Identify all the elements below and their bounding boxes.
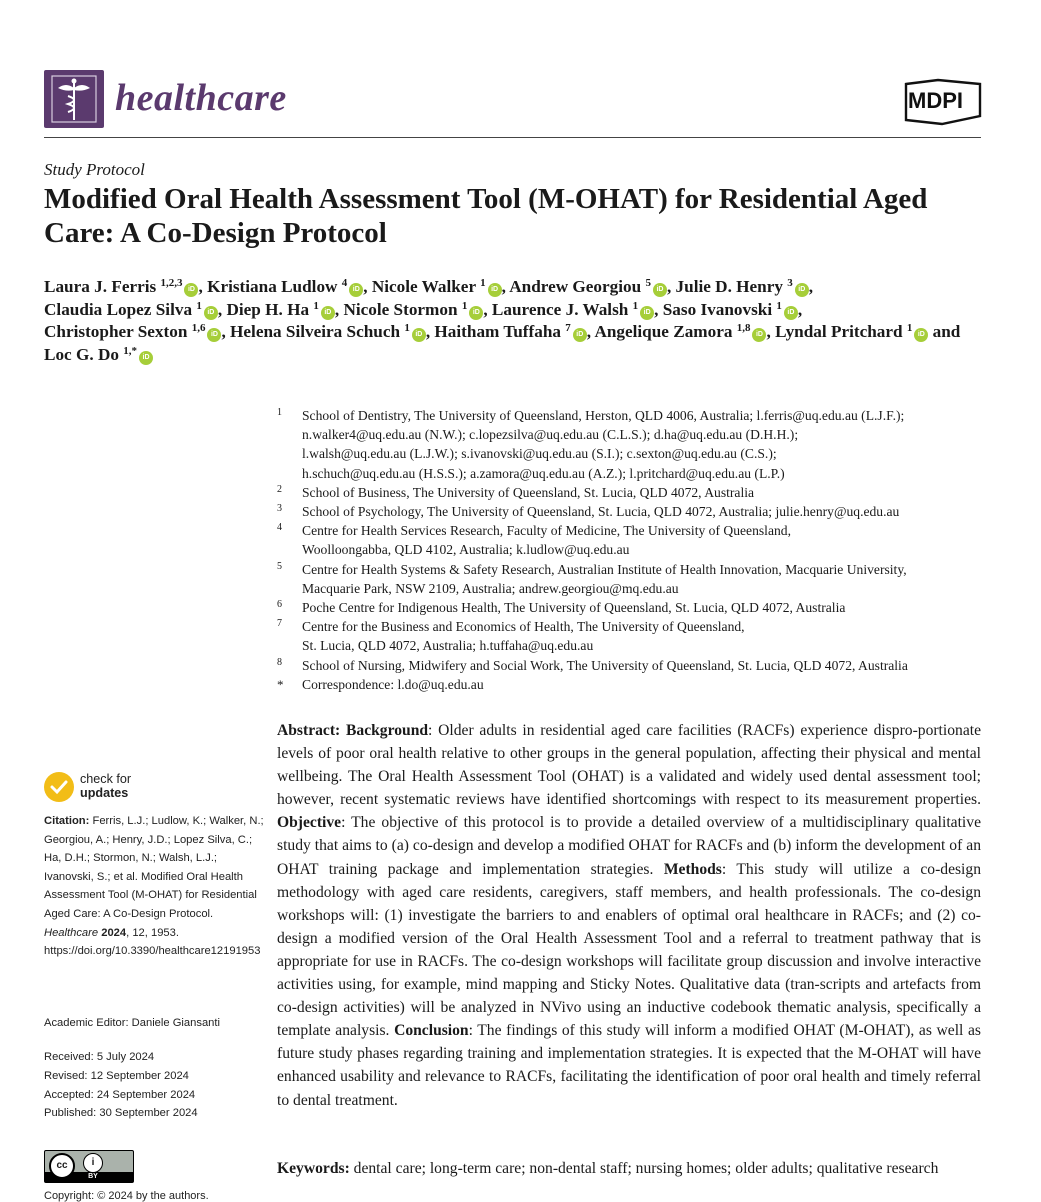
orcid-icon[interactable]: iD [412, 328, 426, 342]
cc-icon: cc [49, 1153, 75, 1179]
abstract-text: : Older adults in residential aged care facilities (RACFs) experience dispro-portionate levels of poor oral health relative to other groups in the general population, affecting their physical and mental wellbeing. The Oral Health Assessment Tool (OHAT) is a validated and widely used dental assessment tool; however, recent systematic reviews have identified shortcomings with respect to its measurement properties. [277, 722, 981, 809]
author [44, 277, 203, 296]
affiliations [274, 406, 994, 694]
citation-label: Citation: [44, 815, 90, 827]
author-name: Saso Ivanovski [662, 299, 773, 319]
keywords-text: dental care; long-term care; non-dental staff; nursing homes; older adults; qualitative research [349, 1160, 939, 1177]
author [372, 277, 506, 296]
affiliation-line: l.walsh@uq.edu.au (L.J.W.); s.ivanovski@uq.edu.au (S.I.); c.sexton@uq.edu.au (C.S.); [302, 446, 777, 462]
author-separator: , [797, 299, 803, 319]
author [44, 300, 222, 319]
date-line: Revised: 12 September 2024 [44, 1069, 189, 1082]
author-separator: , [766, 322, 771, 342]
copyright: Copyright: © 2024 by the authors. [44, 1190, 209, 1202]
abstract-heading: Objective [277, 814, 342, 832]
affiliation-item [274, 521, 994, 559]
author-separator: , [654, 299, 659, 319]
check-updates-icon [44, 772, 74, 802]
author-separator: , [501, 277, 506, 296]
orcid-icon[interactable]: iD [207, 328, 221, 342]
author-affiliation-ref: 1 [196, 299, 202, 312]
author [44, 345, 153, 364]
affiliation-line: School of Business, The University of Queensland, St. Lucia, QLD 4072, Australia [302, 484, 755, 500]
author-name: Claudia Lopez Silva [44, 299, 193, 319]
affiliation-number: 1 [277, 407, 282, 418]
affiliation-line: School of Dentistry, The University of Queensland, Herston, QLD 4006, Australia; l.ferris@uq.edu.au (L.J.F.); [302, 408, 905, 423]
citation-journal: Healthcare [44, 926, 99, 939]
affiliation-line: Poche Centre for Indigenous Health, The University of Queensland, St. Lucia, QLD 4072, Australia [302, 600, 846, 616]
author-separator: , [334, 299, 340, 319]
orcid-icon[interactable]: iD [795, 283, 809, 297]
check-updates-line2: updates [80, 786, 129, 800]
author-affiliation-ref: 1 [480, 277, 486, 289]
author-separator: , [198, 277, 203, 296]
author-affiliation-ref: 1,8 [736, 322, 751, 335]
affiliation-item [274, 502, 994, 521]
orcid-icon[interactable]: iD [653, 283, 667, 297]
author-name: Laura J. Ferris [44, 277, 157, 296]
affiliation-line: Woolloongabba, QLD 4102, Australia; k.ludlow@uq.edu.au [302, 542, 630, 558]
orcid-icon[interactable]: iD [184, 283, 198, 297]
orcid-icon[interactable]: iD [204, 306, 218, 320]
affiliation-line: Centre for the Business and Economics of Health, The University of Queensland, [302, 619, 745, 635]
author-separator: , [666, 277, 672, 296]
date-line: Received: 5 July 2024 [44, 1051, 155, 1063]
keywords-label: Keywords: [277, 1160, 350, 1177]
date-line: Published: 30 September 2024 [44, 1107, 198, 1120]
date-line: Accepted: 24 September 2024 [44, 1088, 196, 1101]
author [343, 300, 487, 319]
mdpi-logo [900, 78, 984, 126]
affiliation-line: St. Lucia, QLD 4072, Australia; h.tuffaha@uq.edu.au [302, 638, 594, 654]
author-affiliation-ref: 1 [313, 299, 319, 312]
abstract [277, 719, 981, 1112]
abstract-text: : The findings of this study will inform a modified OHAT (M-OHAT), as well as future study phases regarding training and implementation strategies. It is expected that the M-OHAT will have enhanced usability and relevance to RACFs, facilitating the identification of poor oral health and timely referral to dental treatment. [277, 1022, 982, 1109]
author-name: Loc G. Do [44, 344, 119, 364]
author-name: Andrew Georgiou [509, 277, 642, 296]
author-name: Angelique Zamora [594, 322, 733, 342]
author [226, 300, 339, 319]
orcid-icon[interactable]: iD [914, 328, 928, 342]
author-name: Haitham Tuffaha [434, 322, 561, 342]
author-affiliation-ref: 5 [645, 277, 651, 289]
affiliation-number: 7 [277, 618, 282, 630]
journal-logo-icon [44, 70, 104, 128]
author-affiliation-ref: 1,6 [191, 322, 206, 335]
orcid-icon[interactable]: iD [349, 283, 363, 297]
check-for-updates-button[interactable] [44, 770, 164, 806]
author-name: Diep H. Ha [226, 299, 310, 319]
citation [44, 812, 264, 961]
author [230, 322, 430, 341]
publication-dates [44, 1048, 264, 1123]
affiliation-line: Centre for Health Systems & Safety Research, Australian Institute of Health Innovation, Macquarie University, [302, 561, 907, 577]
orcid-icon[interactable]: iD [488, 283, 502, 297]
keywords [277, 1157, 981, 1180]
author-separator: , [586, 322, 592, 342]
affiliation-number: 8 [277, 656, 282, 668]
author-affiliation-ref: 7 [565, 322, 571, 335]
affiliation-line: Centre for Health Services Research, Faculty of Medicine, The University of Queensland, [302, 523, 791, 539]
author [775, 322, 960, 341]
affiliation-number: 5 [277, 560, 282, 572]
orcid-icon[interactable]: iD [752, 328, 766, 342]
affiliation-item [274, 406, 994, 483]
affiliation-line: Correspondence: l.do@uq.edu.au [302, 676, 484, 692]
author-name: Laurence J. Walsh [491, 299, 629, 319]
author-affiliation-ref: 1,* [123, 344, 137, 357]
author-separator: , [425, 322, 431, 342]
cc-license-badge[interactable] [44, 1150, 134, 1183]
abstract-heading: Abstract: [277, 722, 341, 739]
affiliation-item [274, 675, 994, 694]
abstract-heading: Background [346, 722, 429, 739]
by-person-icon: i [83, 1153, 103, 1173]
author-separator: , [217, 299, 223, 319]
author [434, 322, 591, 341]
author [676, 277, 814, 296]
affiliation-item [274, 598, 994, 617]
orcid-icon[interactable]: iD [321, 306, 335, 320]
author [207, 277, 367, 296]
check-updates-line1: check for [80, 772, 132, 786]
affiliation-line: n.walker4@uq.edu.au (N.W.); c.lopezsilva@uq.edu.au (C.L.S.); d.ha@uq.edu.au (D.H.H.); [302, 427, 799, 443]
abstract-heading: Methods [663, 860, 722, 878]
author-name: Kristiana Ludlow [207, 277, 338, 296]
author-name: Lyndal Pritchard [775, 322, 903, 342]
author [492, 300, 659, 319]
affiliation-line: School of Psychology, The University of Queensland, St. Lucia, QLD 4072, Australia; julie.henry@uq.edu.au [302, 504, 900, 520]
orcid-icon[interactable]: iD [640, 306, 654, 320]
affiliation-line: h.schuch@uq.edu.au (H.S.S.); a.zamora@uq.edu.au (A.Z.); l.pritchard@uq.edu.au (L.P.) [302, 465, 785, 481]
affiliation-item [274, 617, 994, 655]
author-separator: , [363, 277, 368, 296]
affiliation-item [274, 483, 994, 502]
author-affiliation-ref: 3 [787, 277, 793, 289]
author-name: Helena Silveira Schuch [230, 322, 401, 342]
academic-editor: Academic Editor: Daniele Giansanti [44, 1017, 220, 1029]
author-separator: , [808, 277, 814, 296]
by-label: BY [88, 1173, 98, 1180]
author-list [44, 276, 984, 366]
author-name: Nicole Stormon [343, 299, 458, 319]
abstract-heading: Conclusion [394, 1022, 469, 1040]
author-affiliation-ref: 1 [776, 299, 782, 312]
author-separator: , [221, 322, 226, 342]
author-name: Nicole Walker [371, 277, 476, 296]
orcid-icon[interactable]: iD [784, 306, 798, 320]
article-type: Study Protocol [44, 160, 145, 179]
affiliation-line: Macquarie Park, NSW 2109, Australia; andrew.georgiou@mq.edu.au [302, 580, 679, 596]
orcid-icon[interactable]: iD [139, 351, 153, 365]
affiliation-number: 3 [277, 503, 282, 515]
affiliation-line: School of Nursing, Midwifery and Social Work, The University of Queensland, St. Lucia, QLD 4072, Australia [302, 657, 908, 673]
author-affiliation-ref: 4 [341, 277, 348, 289]
author [594, 322, 770, 341]
author-name: Julie D. Henry [675, 277, 783, 296]
journal-name: healthcare [115, 77, 287, 119]
affiliation-number: * [277, 676, 284, 692]
author-affiliation-ref: 1 [404, 322, 410, 335]
author-affiliation-ref: 1,2,3 [160, 277, 183, 289]
orcid-icon[interactable]: iD [469, 306, 483, 320]
affiliation-number: 4 [277, 522, 282, 534]
abstract-text: : The objective of this protocol is to provide a detailed overview of a multidisciplinary qualitative study that aims to (a) co-design and develop a modified OHAT for RACFs and (b) inform the development of an OHAT training package and implementation strategies. [277, 814, 981, 878]
page-title: Modified Oral Health Assessment Tool (M-OHAT) for Residential Aged Care: A Co-Design Protocol [44, 183, 928, 249]
author-separator: , [483, 299, 488, 319]
abstract-text: : This study will utilize a co-design methodology with aged care residents, caregivers, staff members, and health professionals. The co-design workshops will: (1) investigate the barriers to and enablers of optimal oral healthcare in RACFs; and (2) co-design a modified version of the Oral Health Assessment Tool and a referral to treatment pathway that is appropriate for use in RACFs. The co-design workshops will facilitate group discussion and involve interactive activities using, for example, mind mapping and Sticky Notes. Qualitative data (tran-scripts and artefacts from co-design activities) will be analyzed in NVivo using an inductive codebook thematic analysis, specifically a template analysis. [277, 860, 981, 1040]
header-divider [44, 137, 981, 138]
affiliation-item [274, 560, 994, 598]
author-affiliation-ref: 1 [906, 322, 913, 335]
orcid-icon[interactable]: iD [573, 328, 587, 342]
author [509, 277, 671, 296]
citation-rest[interactable]: , 12, 1953. https://doi.org/10.3390/healthcare12191953 [44, 926, 261, 958]
affiliation-number: 2 [277, 483, 282, 495]
author [663, 300, 802, 319]
affiliation-item [274, 656, 994, 675]
affiliation-number: 6 [277, 599, 282, 611]
citation-text: Ferris, L.J.; Ludlow, K.; Walker, N.; Georgiou, A.; Henry, J.D.; Lopez Silva, C.; Ha, D.H.; Stormon, N.; Walsh, L.J.; Ivanovski, S.; et al. Modified Oral Health Assessment Tool (M-OHAT) for Residential Aged Care: A Co-Design Protocol. [44, 815, 264, 920]
citation-year: 2024 [101, 926, 127, 939]
author [44, 322, 226, 341]
author-affiliation-ref: 1 [461, 299, 468, 312]
author-affiliation-ref: 1 [632, 299, 639, 312]
author-separator: and [928, 322, 961, 342]
author-name: Christopher Sexton [44, 322, 188, 342]
publisher-name: MDPI [908, 88, 963, 113]
